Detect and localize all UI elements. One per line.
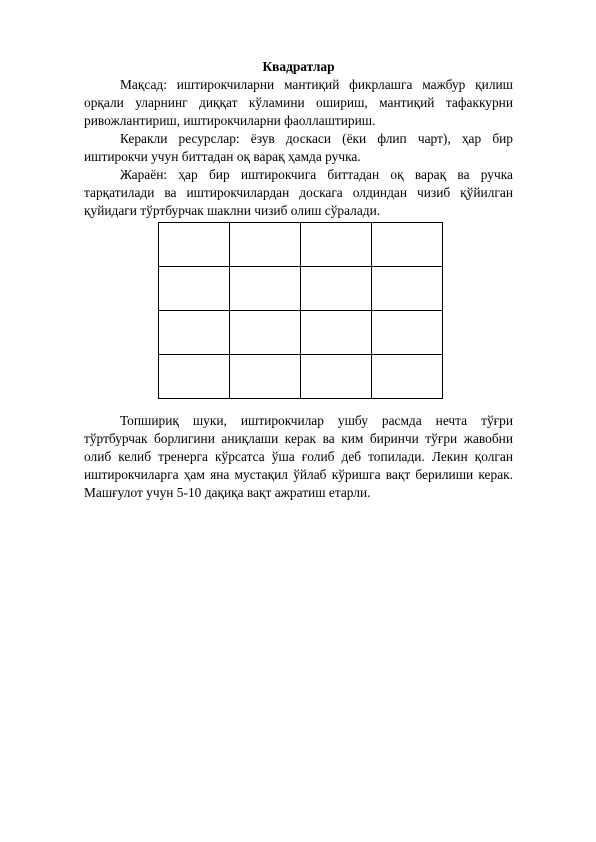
grid-cell xyxy=(301,223,372,267)
grid-row xyxy=(159,267,443,311)
grid-row xyxy=(159,223,443,267)
document-page xyxy=(84,58,513,502)
grid-cell xyxy=(372,223,443,267)
document-title: Квадратлар xyxy=(262,59,335,74)
grid-cell xyxy=(301,355,372,399)
rectangle-figure xyxy=(84,222,513,398)
grid-cell xyxy=(372,311,443,355)
grid-cell xyxy=(372,267,443,311)
grid-cell xyxy=(372,355,443,399)
grid-4x4 xyxy=(158,222,443,399)
grid-cell xyxy=(159,267,230,311)
grid-cell xyxy=(159,223,230,267)
grid-cell xyxy=(230,355,301,399)
grid-row xyxy=(159,311,443,355)
process-paragraph: Жараён: ҳар бир иштирокчига биттадан оқ варақ ва ручка тарқатилади ва иштирокчилардан доскага олдиндан чизиб қўйилган қуйидаги тўртбурчак шаклни чизиб олиш сўралади. xyxy=(84,167,513,218)
grid-cell xyxy=(230,223,301,267)
grid-cell xyxy=(159,355,230,399)
grid-cell xyxy=(301,311,372,355)
grid-cell xyxy=(159,311,230,355)
task-paragraph: Топшириқ шуки, иштирокчилар ушбу расмда нечта тўғри тўртбурчак борлигини аниқлаши керак ва ким биринчи тўғри жавобни олиб келиб тренерга кўрсатса ўша ғолиб деб топилади. Лекин қолган иштирокчиларга ҳам яна мустақил ўйлаб кўришга вақт берилиши керак. Машғулот учун 5-10 дақиқа вақт ажратиш етарли. xyxy=(84,413,513,500)
grid-row xyxy=(159,355,443,399)
resources-paragraph: Керакли ресурслар: ёзув доскаси (ёки флип чарт), ҳар бир иштирокчи учун биттадан оқ варақ ҳамда ручка. xyxy=(84,131,513,164)
grid-cell xyxy=(230,311,301,355)
grid-cell xyxy=(301,267,372,311)
grid-cell xyxy=(230,267,301,311)
goal-paragraph: Мақсад: иштирокчиларни мантиқий фикрлашга мажбур қилиш орқали уларнинг диққат кўламини ошириш, мантиқий тафаккурни ривожлантириш, иштирокчиларни фаоллаштириш. xyxy=(84,77,513,128)
